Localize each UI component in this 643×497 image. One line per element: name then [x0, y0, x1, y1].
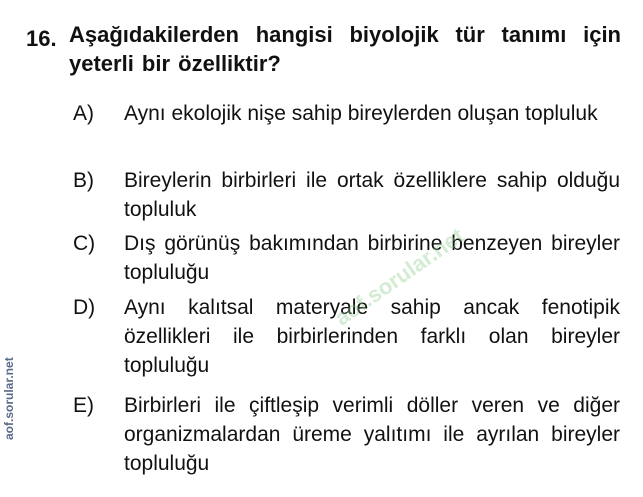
option-e-letter: E): [73, 394, 94, 417]
option-a-letter: A): [73, 102, 94, 125]
option-b-text: Bireylerin birbirleri ile ortak özelliklere sahip olduğu topluluk: [124, 169, 620, 221]
option-b-letter: B): [73, 169, 94, 192]
question-number: 16.: [26, 26, 57, 51]
question-text: Aşağıdakilerden hangisi biyolojik tür tanımı için yeterli bir özelliktir?: [69, 22, 621, 76]
watermark-side: aof.sorular.net: [2, 357, 16, 440]
option-d-text: Aynı kalıtsal materyale sahip ancak fenotipik özellikleri ile birbirlerinden farklı olan bireyler topluluğu: [124, 296, 620, 377]
option-d-letter: D): [73, 296, 96, 319]
option-c-text: Dış görünüş bakımından birbirine benzeyen bireyler topluluğu: [124, 232, 620, 284]
option-a-text: Aynı ekolojik nişe sahip bireylerden oluşan topluluk: [124, 102, 598, 125]
option-c-letter: C): [73, 232, 96, 255]
watermark-center: aof.sorular.net: [330, 223, 469, 331]
option-e-text: Birbirleri ile çiftleşip verimli döller veren ve diğer organizmalardan üreme yalıtımı ile ayrılan bireyler topluluğu: [124, 394, 620, 475]
